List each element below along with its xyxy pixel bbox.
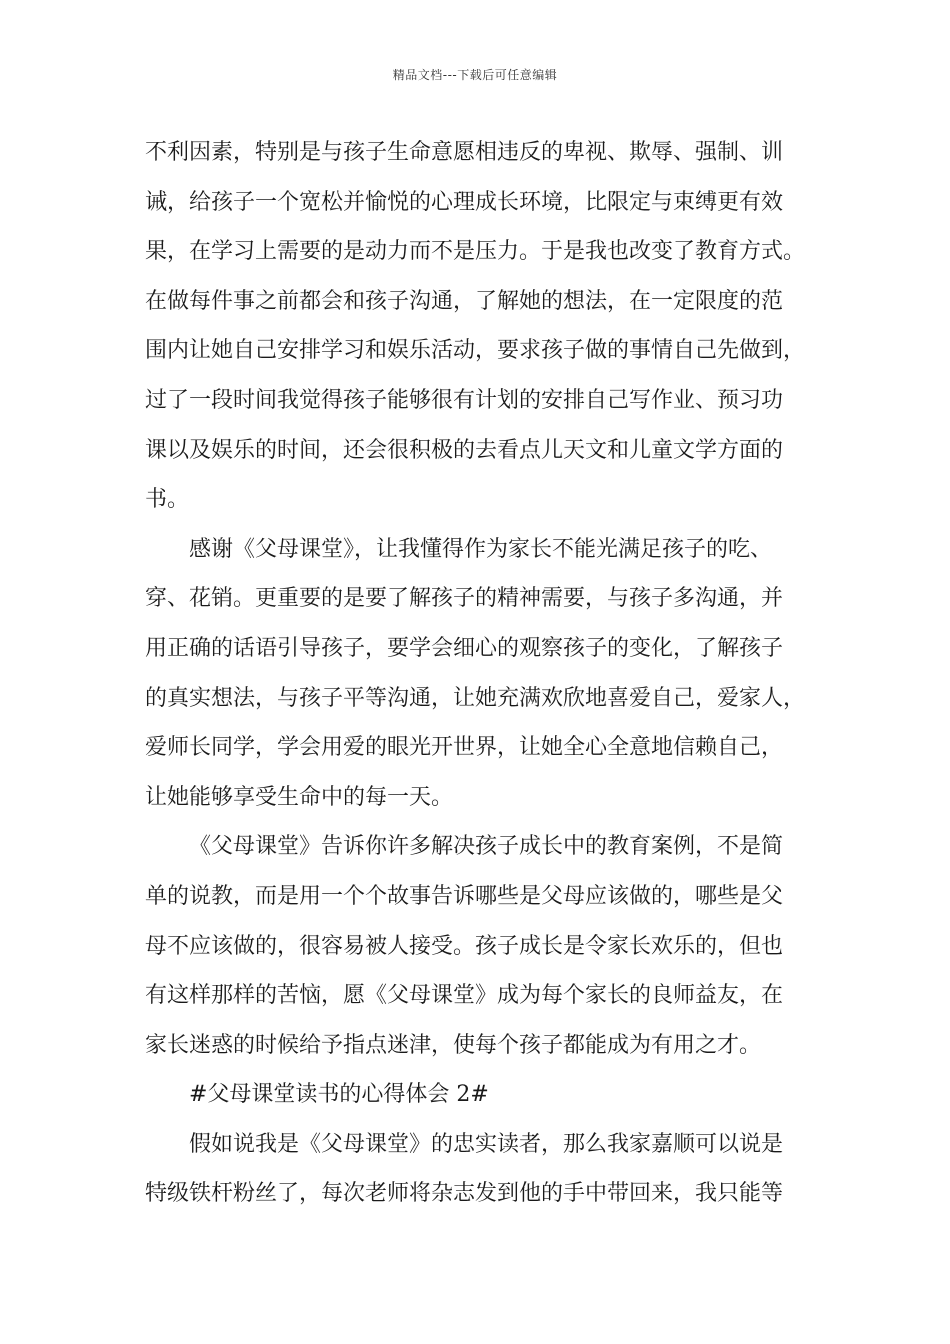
paragraph-start-line: 感谢《父母课堂》，让我懂得作为家长不能光满足孩子的吃、 (189, 536, 773, 562)
text-line: 单的说教，而是用一个个故事告诉哪些是父母应该做的，哪些是父 (145, 883, 784, 909)
paragraph-start-line: 《父母课堂》告诉你许多解决孩子成长中的教育案例，不是简 (189, 834, 784, 860)
text-line: 的真实想法，与孩子平等沟通，让她充满欢欣地喜爱自己，爱家人， (145, 685, 806, 711)
text-line: 过了一段时间我觉得孩子能够很有计划的安排自己写作业、预习功 (145, 387, 784, 413)
text-line: 有这样那样的苦恼，愿《父母课堂》成为每个家长的良师益友，在 (145, 983, 784, 1009)
text-line: 书。 (145, 487, 190, 513)
text-line: 诫，给孩子一个宽松并愉悦的心理成长环境，比限定与束缚更有效 (145, 189, 784, 215)
text-line: 让她能够享受生命中的每一天。 (145, 784, 454, 810)
text-line: 不利因素，特别是与孩子生命意愿相违反的卑视、欺辱、强制、训 (145, 140, 784, 165)
text-line: 围内让她自己安排学习和娱乐活动，要求孩子做的事情自己先做到， (145, 338, 806, 364)
text-line: 母不应该做的，很容易被人接受。孩子成长是令家长欢乐的，但也 (145, 933, 784, 959)
text-line: 家长迷惑的时候给予指点迷津，使每个孩子都能成为有用之才。 (145, 1032, 762, 1058)
page-header: 精品文档---下载后可任意编辑 (392, 68, 558, 82)
text-line: 用正确的话语引导孩子，要学会细心的观察孩子的变化，了解孩子 (145, 635, 784, 661)
section-heading: #父母课堂读书的心得体会 2# (189, 1082, 489, 1108)
text-line: 穿、花销。更重要的是要了解孩子的精神需要，与孩子多沟通，并 (145, 586, 784, 612)
text-line: 课以及娱乐的时间，还会很积极的去看点儿天文和儿童文学方面的 (145, 437, 784, 463)
text-line: 果，在学习上需要的是动力而不是压力。于是我也改变了教育方式。 (145, 239, 806, 265)
paragraph-start-line: 假如说我是《父母课堂》的忠实读者，那么我家嘉顺可以说是 (189, 1131, 784, 1157)
text-line: 爱师长同学，学会用爱的眼光开世界，让她全心全意地信赖自己， (145, 735, 784, 761)
document-body (145, 128, 825, 1219)
text-line: 特级铁杆粉丝了，每次老师将杂志发到他的手中带回来，我只能等 (145, 1181, 784, 1207)
text-line: 在做每件事之前都会和孩子沟通，了解她的想法，在一定限度的范 (145, 288, 784, 314)
